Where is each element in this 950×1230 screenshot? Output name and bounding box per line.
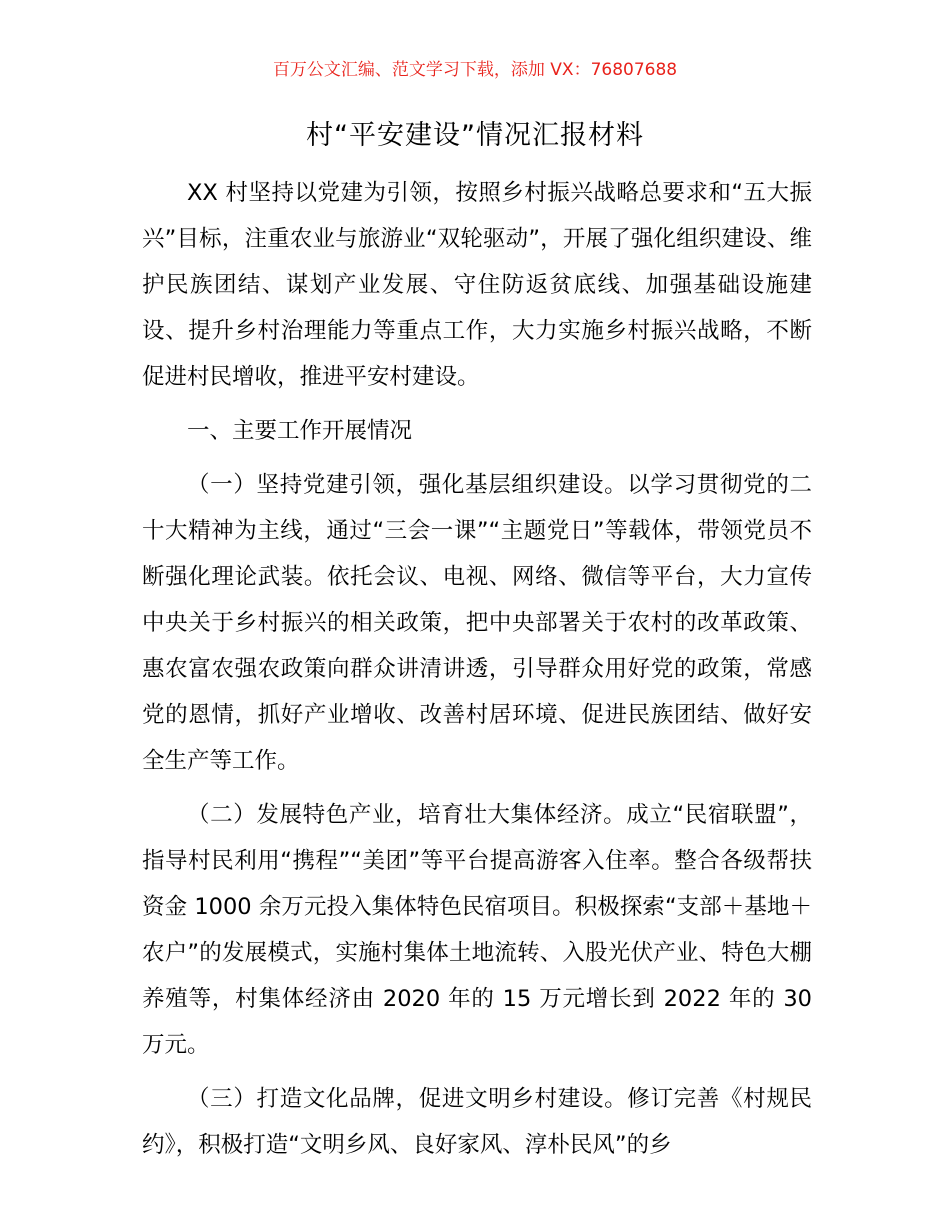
document-title: 村“平安建设”情况汇报材料 [306,120,644,151]
section-heading-1: 一、主要工作开展情况 [187,418,413,444]
header-watermark-note: 百万公文汇编、范文学习下载，添加 VX：76807688 [272,60,678,80]
subsection-3-paragraph: （三）打造文化品牌，促进文明乡村建设。修订完善《村规民约》，积极打造“文明乡风、良好家风、淳朴民风”的乡 [142,1086,812,1158]
subsection-2-paragraph: （二）发展特色产业，培育壮大集体经济。成立“民宿联盟”，指导村民利用“携程”“美团”等平台提高游客入住率。整合各级帮扶资金 1000 余万元投入集体特色民宿项目。积极探索“支部＋基地＋农户”的发展模式，实施村集体土地流转、入股光伏产业、特色大棚养殖等，村集体经济由 2020 年的 15 万元增长到 2022 年的 30 万元。 [142,802,812,1058]
document-body [142,170,812,1168]
intro-paragraph: XX 村坚持以党建为引领，按照乡村振兴战略总要求和“五大振兴”目标，注重农业与旅游业“双轮驱动”，开展了强化组织建设、维护民族团结、谋划产业发展、守住防返贫底线、加强基础设施建设、提升乡村治理能力等重点工作，大力实施乡村振兴战略，不断促进村民增收，推进平安村建设。 [142,180,812,390]
subsection-1-paragraph: （一）坚持党建引领，强化基层组织建设。以学习贯彻党的二十大精神为主线，通过“三会一课”“主题党日”等载体，带领党员不断强化理论武装。依托会议、电视、网络、微信等平台，大力宣传中央关于乡村振兴的相关政策，把中央部署关于农村的改革政策、惠农富农强农政策向群众讲清讲透，引导群众用好党的政策，常感党的恩情，抓好产业增收、改善村居环境、促进民族团结、做好安全生产等工作。 [142,472,812,774]
